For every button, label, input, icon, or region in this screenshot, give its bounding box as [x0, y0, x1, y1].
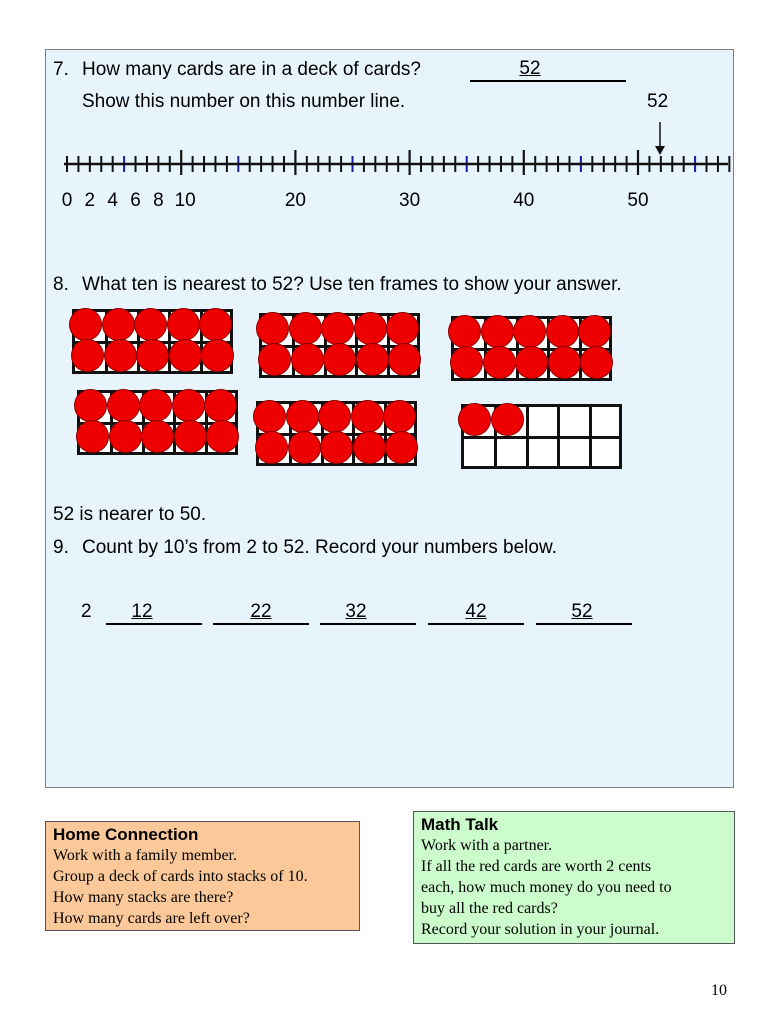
number-line-marker-label: 52 — [647, 91, 669, 112]
red-counter — [356, 343, 389, 376]
red-counter — [323, 343, 356, 376]
number-line-label: 50 — [627, 190, 649, 211]
red-counter — [139, 389, 172, 422]
red-counter — [167, 308, 200, 341]
red-counter — [354, 312, 387, 345]
red-counter — [288, 431, 321, 464]
red-counter — [386, 312, 419, 345]
red-counter — [136, 339, 169, 372]
red-counter — [515, 346, 548, 379]
red-counter — [286, 400, 319, 433]
red-counter — [69, 308, 102, 341]
red-counter — [388, 343, 421, 376]
math-talk-line: each, how much money do you need to — [421, 879, 672, 896]
q9-blank-5[interactable] — [536, 601, 632, 625]
red-counter — [580, 346, 613, 379]
red-counter — [320, 431, 353, 464]
q9-blank-3[interactable] — [320, 601, 416, 625]
red-counter — [206, 420, 239, 453]
q7-question: How many cards are in a deck of cards? — [82, 59, 421, 80]
red-counter — [204, 389, 237, 422]
math-talk-line: Work with a partner. — [421, 837, 553, 854]
red-counter — [321, 312, 354, 345]
red-counter — [102, 308, 135, 341]
red-counter — [107, 389, 140, 422]
red-counter — [109, 420, 142, 453]
red-counter — [483, 346, 516, 379]
home-connection-line: How many cards are left over? — [53, 910, 250, 927]
q8-conclusion: 52 is nearer to 50. — [53, 504, 207, 525]
red-counter — [450, 346, 483, 379]
red-counter — [76, 420, 109, 453]
home-connection-box — [45, 821, 360, 931]
red-counter — [291, 343, 324, 376]
red-counter — [134, 308, 167, 341]
q9-answer-3: 32 — [345, 601, 367, 622]
q9-answer-2: 22 — [250, 601, 272, 622]
q7-answer-blank[interactable] — [470, 58, 626, 82]
red-counter — [491, 403, 524, 436]
red-counter — [174, 420, 207, 453]
q7-number: 7. — [53, 59, 69, 80]
home-connection-line: Group a deck of cards into stacks of 10. — [53, 868, 308, 885]
red-counter — [548, 346, 581, 379]
red-counter — [74, 389, 107, 422]
q8-number: 8. — [53, 274, 69, 295]
q9-blank-4[interactable] — [428, 601, 524, 625]
q9-answer-4: 42 — [465, 601, 487, 622]
home-connection-line: Work with a family member. — [53, 847, 237, 864]
q7-instruction: Show this number on this number line. — [82, 91, 406, 112]
q9-blank-1[interactable] — [106, 601, 202, 625]
down-arrow-icon — [655, 122, 665, 155]
red-counter — [199, 308, 232, 341]
number-line-label: 8 — [153, 190, 164, 211]
red-counter — [172, 389, 205, 422]
red-counter — [448, 315, 481, 348]
q9-start: 2 — [81, 601, 92, 622]
q9-number: 9. — [53, 537, 69, 558]
red-counter — [318, 400, 351, 433]
q7-answer: 52 — [519, 58, 541, 79]
red-counter — [513, 315, 546, 348]
number-line-label: 6 — [130, 190, 141, 211]
red-counter — [141, 420, 174, 453]
red-counter — [104, 339, 137, 372]
red-counter — [255, 431, 288, 464]
red-counter — [353, 431, 386, 464]
home-connection-line: How many stacks are there? — [53, 889, 234, 906]
q9-question: Count by 10’s from 2 to 52. Record your numbers below. — [82, 537, 557, 558]
red-counter — [253, 400, 286, 433]
red-counter — [385, 431, 418, 464]
page-number: 10 — [711, 982, 727, 999]
q9-blank-2[interactable] — [213, 601, 309, 625]
red-counter — [71, 339, 104, 372]
red-counter — [351, 400, 384, 433]
red-counter — [578, 315, 611, 348]
red-counter — [383, 400, 416, 433]
number-line-label: 2 — [84, 190, 96, 211]
number-line — [0, 115, 773, 175]
red-counter — [458, 403, 491, 436]
red-counter — [481, 315, 514, 348]
red-counter — [258, 343, 291, 376]
red-counter — [546, 315, 579, 348]
home-connection-title: Home Connection — [53, 825, 199, 844]
math-talk-line: If all the red cards are worth 2 cents — [421, 858, 652, 875]
red-counter — [169, 339, 202, 372]
number-line-label: 20 — [284, 190, 306, 211]
math-talk-line: buy all the red cards? — [421, 900, 558, 917]
red-counter — [289, 312, 322, 345]
math-talk-line: Record your solution in your journal. — [421, 921, 660, 938]
number-line-label: 0 — [61, 190, 73, 211]
number-line-label: 30 — [399, 190, 421, 211]
math-talk-box — [413, 811, 735, 944]
red-counter — [256, 312, 289, 345]
red-counter — [201, 339, 234, 372]
number-line-label: 10 — [174, 190, 196, 211]
math-talk-title: Math Talk — [421, 815, 499, 834]
q8-question: What ten is nearest to 52? Use ten frames to show your answer. — [82, 274, 622, 295]
q9-answer-5: 52 — [571, 601, 593, 622]
number-line-label: 40 — [513, 190, 535, 211]
q9-answer-1: 12 — [131, 601, 153, 622]
number-line-label: 4 — [107, 190, 118, 211]
